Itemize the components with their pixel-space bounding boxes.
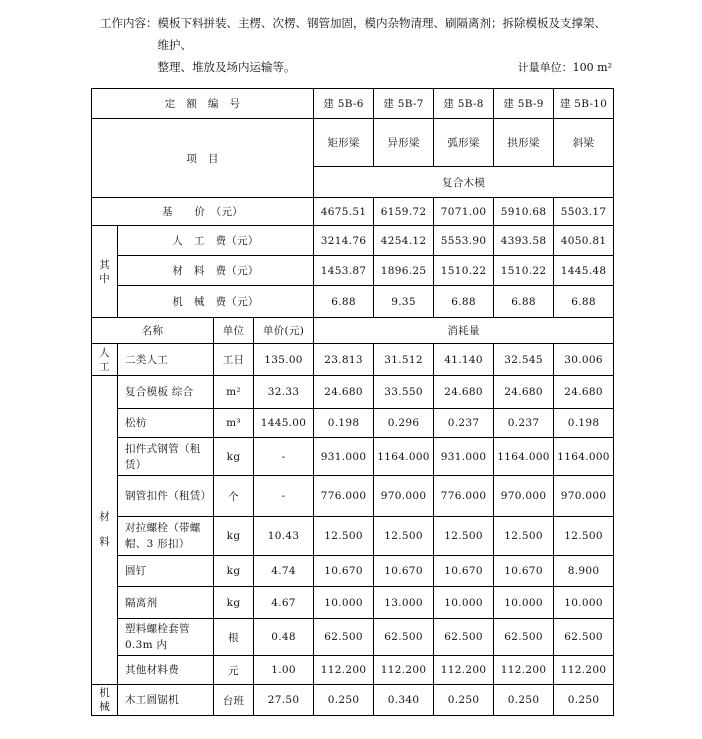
detail-row	[92, 476, 614, 517]
consumption-cell: 0.198	[554, 409, 614, 438]
detail-row	[92, 517, 614, 556]
fee-value-cell: 1510.22	[494, 256, 554, 286]
consumption-header-cell: 消耗量	[314, 318, 614, 344]
material-fee-row	[92, 256, 614, 286]
base-price-cell: 6159.72	[374, 198, 434, 226]
among-label-cell	[92, 226, 118, 318]
consumption-cell: 0.250	[434, 685, 494, 716]
base-price-cell: 5503.17	[554, 198, 614, 226]
fee-label-cell: 机 械 费（元）	[118, 286, 314, 318]
detail-name-cell: 松枋	[118, 409, 214, 438]
detail-unit-cell: 元	[214, 656, 254, 685]
consumption-cell: 12.500	[434, 517, 494, 556]
detail-name-cell: 圆钉	[118, 556, 214, 587]
consumption-cell: 112.200	[494, 656, 554, 685]
consumption-cell: 10.000	[434, 587, 494, 619]
labor-fee-row	[92, 226, 614, 256]
detail-price-cell: 135.00	[254, 344, 314, 376]
consumption-cell: 12.500	[554, 517, 614, 556]
category-material-cell	[92, 376, 118, 685]
detail-price-cell: 1.00	[254, 656, 314, 685]
detail-price-cell: 0.48	[254, 619, 314, 656]
price-header-cell: 单价(元)	[254, 318, 314, 344]
detail-unit-cell: 个	[214, 476, 254, 517]
consumption-cell: 112.200	[314, 656, 374, 685]
fee-value-cell: 6.88	[554, 286, 614, 318]
detail-name-cell: 二类人工	[118, 344, 214, 376]
detail-unit-cell: kg	[214, 587, 254, 619]
consumption-cell: 776.000	[314, 476, 374, 517]
consumption-cell: 10.670	[494, 556, 554, 587]
consumption-cell: 1164.000	[374, 438, 434, 476]
project-row	[92, 119, 614, 167]
quota-label-cell: 定 额 编 号	[92, 89, 314, 119]
detail-row	[92, 619, 614, 656]
consumption-cell: 24.680	[554, 376, 614, 409]
consumption-cell: 31.512	[374, 344, 434, 376]
consumption-cell: 30.006	[554, 344, 614, 376]
base-price-cell: 4675.51	[314, 198, 374, 226]
consumption-cell: 1164.000	[494, 438, 554, 476]
formwork-type-cell: 复合木模	[314, 167, 614, 198]
project-item-cell: 斜梁	[554, 119, 614, 167]
detail-name-cell: 木工圆锯机	[118, 685, 214, 716]
detail-price-cell: 27.50	[254, 685, 314, 716]
consumption-cell: 10.000	[554, 587, 614, 619]
fee-value-cell: 9.35	[374, 286, 434, 318]
consumption-cell: 0.250	[314, 685, 374, 716]
consumption-cell: 0.198	[314, 409, 374, 438]
consumption-cell: 24.680	[494, 376, 554, 409]
fee-value-cell: 1445.48	[554, 256, 614, 286]
consumption-cell: 0.237	[434, 409, 494, 438]
fee-value-cell: 4254.12	[374, 226, 434, 256]
detail-name-cell: 隔离剂	[118, 587, 214, 619]
work-content-line2: 整理、堆放及场内运输等。	[157, 60, 296, 74]
work-content-label: 工作内容：	[100, 16, 158, 30]
consumption-cell: 0.296	[374, 409, 434, 438]
detail-unit-cell: m²	[214, 376, 254, 409]
quota-code-row	[92, 89, 614, 119]
consumption-cell: 0.340	[374, 685, 434, 716]
consumption-cell: 931.000	[434, 438, 494, 476]
consumption-cell: 776.000	[434, 476, 494, 517]
consumption-cell: 0.250	[554, 685, 614, 716]
consumption-cell: 1164.000	[554, 438, 614, 476]
detail-price-cell: 4.67	[254, 587, 314, 619]
base-price-label-cell: 基 价 （元）	[92, 198, 314, 226]
project-item-cell: 拱形梁	[494, 119, 554, 167]
consumption-cell: 10.000	[494, 587, 554, 619]
detail-price-cell: 32.33	[254, 376, 314, 409]
fee-value-cell: 4393.58	[494, 226, 554, 256]
detail-price-cell: 1445.00	[254, 409, 314, 438]
base-price-row	[92, 198, 614, 226]
consumption-cell: 931.000	[314, 438, 374, 476]
consumption-cell: 62.500	[374, 619, 434, 656]
category-labor-label: 人工	[99, 346, 110, 373]
quota-table	[91, 88, 614, 716]
consumption-cell: 0.237	[494, 409, 554, 438]
detail-row	[92, 376, 614, 409]
consumption-cell: 41.140	[434, 344, 494, 376]
detail-price-cell: -	[254, 438, 314, 476]
detail-row	[92, 656, 614, 685]
consumption-cell: 24.680	[434, 376, 494, 409]
detail-unit-cell: kg	[214, 517, 254, 556]
consumption-cell: 8.900	[554, 556, 614, 587]
fee-value-cell: 1510.22	[434, 256, 494, 286]
fee-value-cell: 4050.81	[554, 226, 614, 256]
detail-price-cell: 4.74	[254, 556, 314, 587]
detail-name-cell: 对拉螺栓（带螺帽、3 形扣）	[118, 517, 214, 556]
consumption-cell: 62.500	[314, 619, 374, 656]
work-content-line1: 模板下料拼装、主楞、次楞、钢管加固，模内杂物清理、刷隔离剂；拆除模板及支撑架、维护、	[157, 16, 606, 52]
detail-row	[92, 409, 614, 438]
detail-name-cell: 塑料螺栓套管 0.3m 内	[118, 619, 214, 656]
quota-code-cell: 建 5B-9	[494, 89, 554, 119]
consumption-cell: 0.250	[494, 685, 554, 716]
detail-unit-cell: kg	[214, 556, 254, 587]
consumption-cell: 32.545	[494, 344, 554, 376]
among-label: 其中	[99, 258, 110, 285]
detail-name-cell: 钢管扣件（租赁）	[118, 476, 214, 517]
detail-name-cell: 扣件式钢管（租赁）	[118, 438, 214, 476]
quota-code-cell: 建 5B-6	[314, 89, 374, 119]
detail-row	[92, 587, 614, 619]
fee-value-cell: 1896.25	[374, 256, 434, 286]
consumption-cell: 12.500	[314, 517, 374, 556]
consumption-cell: 970.000	[554, 476, 614, 517]
consumption-cell: 112.200	[434, 656, 494, 685]
consumption-cell: 33.550	[374, 376, 434, 409]
consumption-cell: 10.670	[374, 556, 434, 587]
project-item-cell: 弧形梁	[434, 119, 494, 167]
machine-fee-row	[92, 286, 614, 318]
detail-name-cell: 复合模板 综合	[118, 376, 214, 409]
consumption-cell: 112.200	[374, 656, 434, 685]
quota-code-cell: 建 5B-8	[434, 89, 494, 119]
consumption-cell: 10.670	[314, 556, 374, 587]
project-item-cell: 矩形梁	[314, 119, 374, 167]
base-price-cell: 5910.68	[494, 198, 554, 226]
consumption-cell: 10.000	[314, 587, 374, 619]
detail-price-cell: 10.43	[254, 517, 314, 556]
category-machine-cell	[92, 685, 118, 716]
base-price-cell: 7071.00	[434, 198, 494, 226]
fee-value-cell: 1453.87	[314, 256, 374, 286]
consumption-cell: 24.680	[314, 376, 374, 409]
project-item-cell: 异形梁	[374, 119, 434, 167]
unit-header-cell: 单位	[214, 318, 254, 344]
fee-value-cell: 6.88	[434, 286, 494, 318]
fee-label-cell: 人 工 费（元）	[118, 226, 314, 256]
measure-unit-note: 计量单位：100 m²	[517, 61, 612, 74]
consumption-cell: 970.000	[494, 476, 554, 517]
project-label-cell: 项 目	[92, 119, 314, 198]
consumption-cell: 13.000	[374, 587, 434, 619]
consumption-cell: 62.500	[554, 619, 614, 656]
detail-unit-cell: 根	[214, 619, 254, 656]
category-machine-label: 机械	[99, 687, 110, 713]
consumption-cell: 112.200	[554, 656, 614, 685]
fee-value-cell: 6.88	[494, 286, 554, 318]
category-material-label: 材料	[99, 511, 110, 548]
consumption-cell: 23.813	[314, 344, 374, 376]
consumption-cell: 10.670	[434, 556, 494, 587]
category-labor-cell	[92, 344, 118, 376]
detail-unit-cell: kg	[214, 438, 254, 476]
detail-row	[92, 685, 614, 716]
quota-code-cell: 建 5B-10	[554, 89, 614, 119]
consumption-cell: 12.500	[374, 517, 434, 556]
detail-row	[92, 344, 614, 376]
detail-unit-cell: 台班	[214, 685, 254, 716]
detail-row	[92, 438, 614, 476]
fee-value-cell: 6.88	[314, 286, 374, 318]
consumption-cell: 12.500	[494, 517, 554, 556]
fee-label-cell: 材 料 费（元）	[118, 256, 314, 286]
consumption-cell: 970.000	[374, 476, 434, 517]
detail-header-row	[92, 318, 614, 344]
consumption-cell: 62.500	[434, 619, 494, 656]
fee-value-cell: 3214.76	[314, 226, 374, 256]
fee-value-cell: 5553.90	[434, 226, 494, 256]
name-header-cell: 名称	[92, 318, 214, 344]
detail-unit-cell: 工日	[214, 344, 254, 376]
detail-name-cell: 其他材料费	[118, 656, 214, 685]
quota-code-cell: 建 5B-7	[374, 89, 434, 119]
detail-unit-cell: m³	[214, 409, 254, 438]
detail-row	[92, 556, 614, 587]
detail-price-cell: -	[254, 476, 314, 517]
consumption-cell: 62.500	[494, 619, 554, 656]
